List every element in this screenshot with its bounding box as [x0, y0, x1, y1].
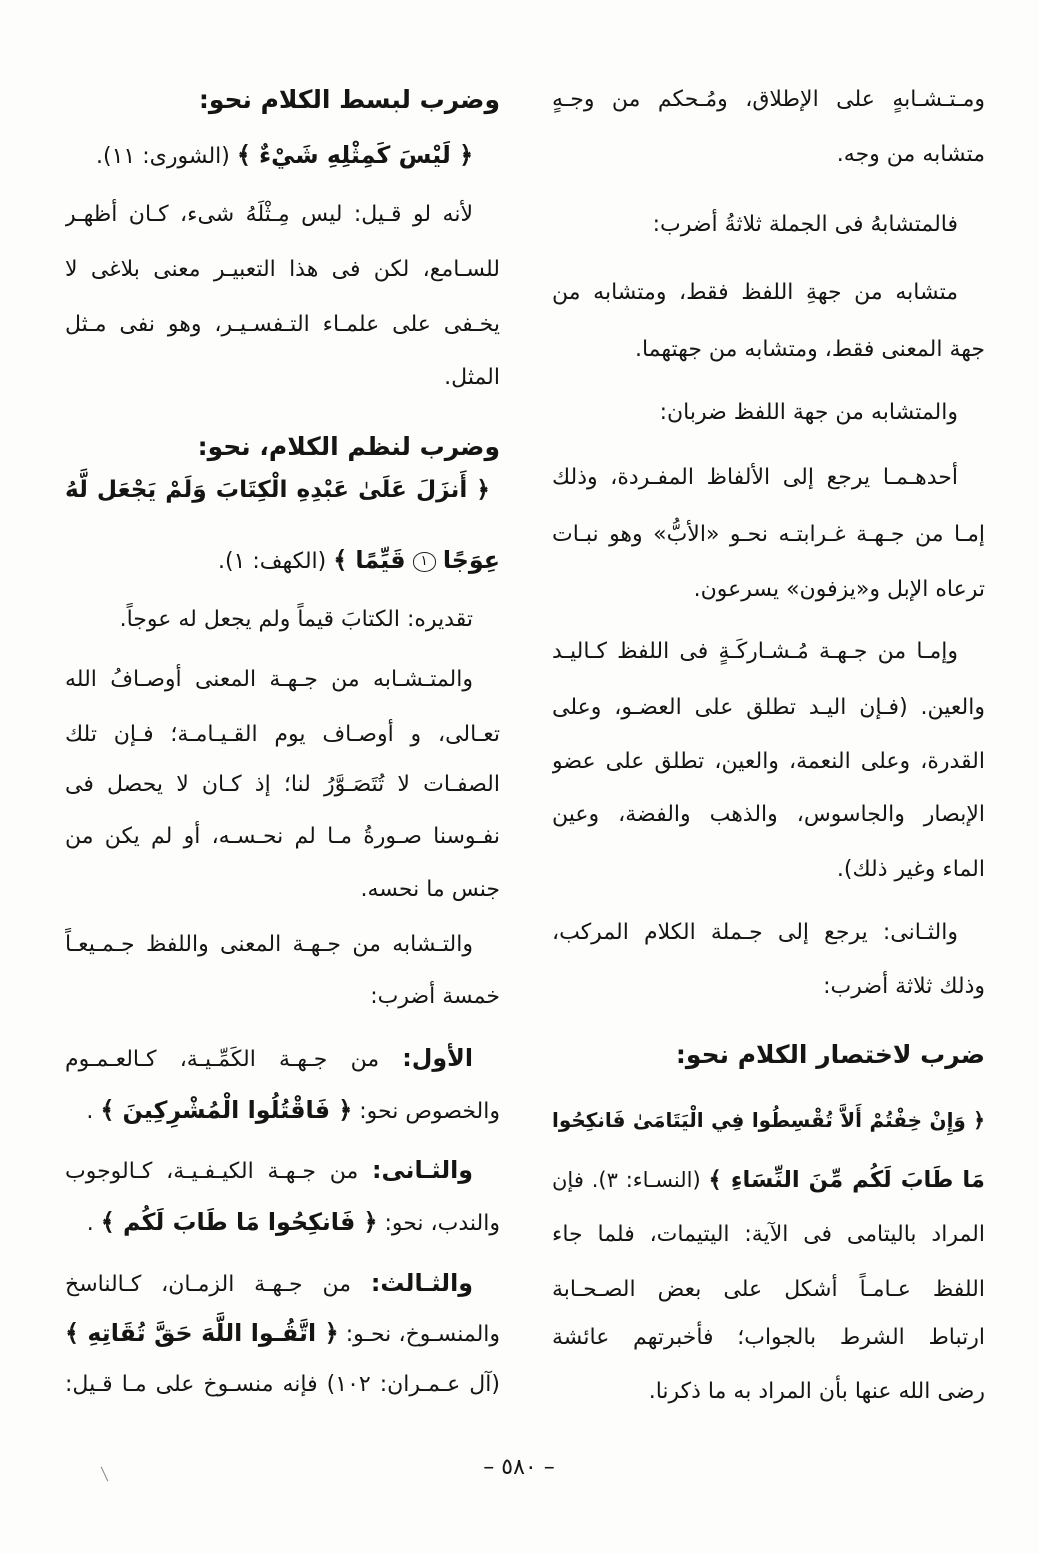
- quran-quote: مَا طَابَ لَكُم مِّنَ النِّسَاءِ ﴾: [708, 1167, 985, 1193]
- text-line: لأنه لو قـيل: ليس مِـثْلَهُ شىء، كـان أظهـر: [65, 202, 473, 227]
- scan-mark: [101, 1467, 109, 1482]
- text-line: [65, 133, 500, 177]
- verse-reference: (النسـاء: ٣).: [591, 1168, 701, 1192]
- text-line: إمـا من جـهـة غـرابتـه نحـو «الأبُّ» وهو نبـات: [552, 522, 985, 547]
- text-line: خمسة أضرب:: [370, 984, 500, 1009]
- text-line: نفـوسنا صـورةُ مـا لم نحـسـه، أو لم يكن من: [65, 824, 500, 849]
- text-line: للسـامع، لكن فى هذا التعبيـر معنى بلاغى لا: [65, 257, 500, 282]
- verse-number-marker: ١: [413, 552, 436, 571]
- quran-quote: ﴿ فَانكِحُوا مَا طَابَ لَكُم ﴾: [100, 1208, 378, 1236]
- text-line: الصفـات لا تُتَصَـوَّرُ لنا؛ إذ كـان لا يحصل فى: [65, 772, 500, 797]
- text-line: وإمـا من جـهـة مُـشـاركَـةٍ فى اللفظ كـاليـد: [552, 639, 958, 664]
- text-line: تقديره: الكتابَ قيماً ولم يجعل له عوجاً.: [119, 607, 473, 632]
- text-line: الماء وغير ذلك).: [836, 857, 985, 882]
- quran-quote: قَيِّمًا ﴾: [333, 546, 406, 574]
- text-line: الإبصار والجاسوس، والذهب والفضة، وعين: [552, 802, 985, 827]
- quran-quote: ﴿ فَاقْتُلُوا الْمُشْرِكِينَ ﴾: [100, 1096, 353, 1124]
- text-line: (آل عـمـران: ١٠٢) فإنه منسـوخ على مـا قـيل:: [65, 1372, 500, 1397]
- text-line: جهة المعنى فقط، ومتشابه من جهتهما.: [634, 337, 985, 362]
- page-number: – ٥٨٠ –: [483, 1455, 555, 1480]
- quran-quote: ﴿ وَإِنْ خِفْتُمْ أَلاَّ تُقْسِطُوا فِي الْيَتَامَىٰ فَانكِحُوا: [552, 1108, 985, 1132]
- quran-quote: ﴿ لَيْسَ كَمِثْلِهِ شَيْءٌ ﴾: [236, 141, 473, 169]
- enumeration-label: والثـانى:: [372, 1156, 474, 1184]
- text-line: ومـتـشـابهٍ على الإطلاق، ومُـحكم من وجـهٍ: [552, 87, 985, 112]
- text-line: [65, 1088, 500, 1132]
- text-line: [65, 538, 500, 582]
- text-line: والمتشابه من جهة اللفظ ضربان:: [659, 400, 958, 425]
- text-line: يخـفى على علمـاء التـفسـيـر، وهو نفى مـثل: [65, 312, 500, 337]
- quran-quote: ﴿ اتَّقُـوا اللَّهَ حَقَّ تُقَاتِهِ ﴾: [65, 1319, 339, 1347]
- quran-quote: ﴿ أَنزَلَ عَلَىٰ عَبْدِهِ الْكِتَابَ وَلَمْ يَجْعَل لَّهُ: [65, 476, 490, 503]
- text-line: والمتـشـابه من جـهـة المعنى أوصـافُ الله: [65, 667, 473, 692]
- text-line: تعـالى، و أوصـاف يوم القـيـامـة؛ فـإن تلك: [65, 722, 500, 747]
- line-text: .: [86, 1099, 94, 1124]
- text-line: [65, 468, 500, 512]
- text-line: أحدهـمـا يرجع إلى الألفاظ المفـردة، وذلك: [552, 465, 958, 490]
- line-text: .: [86, 1211, 94, 1236]
- line-text: والمنسـوخ، نحـو:: [345, 1322, 500, 1347]
- quran-quote: عِوَجًا: [442, 546, 500, 574]
- text-line: [65, 1311, 500, 1355]
- text-line: المراد باليتامى فى الآية: اليتيمات، فلما جاء: [552, 1222, 985, 1247]
- line-text: من جـهـة الكيـفـيـة، كـالوجوب: [65, 1159, 359, 1184]
- text-line: متشابه من وجه.: [836, 142, 985, 167]
- text-line: جنس ما نحسه.: [360, 877, 500, 902]
- text-line: اللفظ عـامـاً أشكل على بعض الصـحـابة: [552, 1277, 985, 1302]
- enumeration-label: والثـالث:: [370, 1269, 473, 1297]
- text-line: متشابه من جهةِ اللفظ فقط، ومتشابه من: [552, 280, 958, 305]
- enumeration-label: الأول:: [402, 1044, 473, 1072]
- verse-reference: (الكهف: ١).: [217, 549, 327, 574]
- text-line: [552, 1158, 985, 1202]
- text-line: ترعاه الإبل و«يزفون» يسرعون.: [693, 577, 985, 602]
- line-text: من جـهـة الكَمِّـيـة، كـالعـمـوم: [65, 1047, 380, 1072]
- text-line: القدرة، وعلى النعمة، والعين، تطلق على عضو: [552, 749, 985, 774]
- verse-reference: (الشورى: ١١).: [95, 144, 230, 169]
- text-line: [552, 1098, 985, 1142]
- text-line: [65, 1200, 500, 1244]
- text-line: فالمتشابهُ فى الجملة ثلاثةُ أضرب:: [652, 212, 958, 237]
- text-line: ارتباط الشرط بالجواب؛ فأخبرتهم عائشة: [552, 1325, 985, 1350]
- text-line: رضى الله عنها بأن المراد به ما ذكرنا.: [648, 1379, 985, 1404]
- text-line: المثل.: [444, 365, 500, 390]
- line-text: والخصوص نحو:: [359, 1099, 500, 1124]
- text-line: وذلك ثلاثة أضرب:: [823, 974, 985, 999]
- line-text: فإن: [552, 1168, 584, 1192]
- text-line: والعين. (فـإن اليـد تطلق على العضـو، وعلى: [552, 695, 985, 720]
- line-text: من جـهـة الزمـان، كـالناسخ: [65, 1272, 352, 1297]
- text-line: [65, 1261, 500, 1305]
- text-line: والتـشابه من جـهـة المعنى واللفظ جـمـيعـاً: [65, 932, 473, 957]
- text-line: [65, 1148, 500, 1192]
- text-line: والثـانى: يرجع إلى جـملة الكلام المركب،: [552, 920, 958, 945]
- section-heading: وضرب لبسط الكلام نحو:: [198, 85, 500, 114]
- line-text: والندب، نحو:: [384, 1211, 500, 1236]
- section-heading: وضرب لنظم الكلام، نحو:: [197, 432, 500, 461]
- section-heading: ضرب لاختصار الكلام نحو:: [675, 1040, 985, 1069]
- text-line: [65, 1036, 500, 1080]
